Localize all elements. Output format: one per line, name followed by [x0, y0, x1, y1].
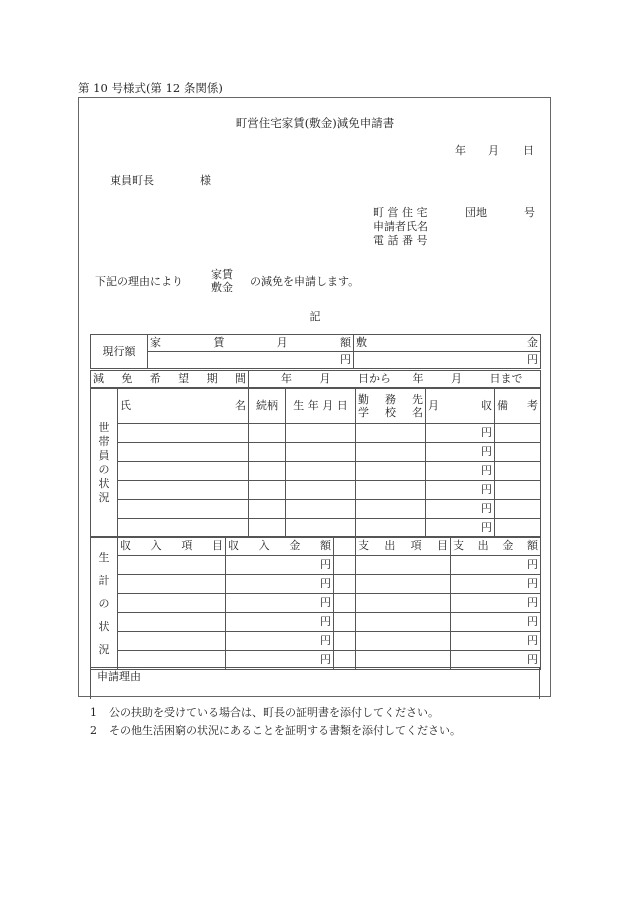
income-item-field[interactable]	[118, 575, 226, 594]
household-row	[91, 443, 541, 462]
member-birthdate-field[interactable]	[286, 481, 356, 500]
spacer-cell	[334, 613, 356, 632]
income-item-field[interactable]	[118, 556, 226, 575]
household-row	[91, 481, 541, 500]
expense-item-field[interactable]	[356, 575, 451, 594]
member-relation-field[interactable]	[249, 462, 286, 481]
income-amount-field[interactable]: 円	[226, 556, 334, 575]
spacer-cell	[334, 556, 356, 575]
member-birthdate-field[interactable]	[286, 462, 356, 481]
livelihood-row	[91, 594, 541, 613]
header-monthly-income: 月 収	[426, 389, 495, 424]
member-birthdate-field[interactable]	[286, 424, 356, 443]
deposit-amount-field[interactable]: 円	[354, 352, 541, 369]
current-amount-table	[90, 334, 541, 369]
request-prefix: 下記の理由により	[95, 275, 183, 288]
household-row	[91, 424, 541, 443]
phone-label: 電 話 番 号	[373, 234, 428, 247]
header-workplace: 勤 務 先 学 校 名	[356, 389, 426, 424]
spacer-cell	[334, 575, 356, 594]
income-item-field[interactable]	[118, 632, 226, 651]
member-income-field[interactable]: 円	[426, 424, 495, 443]
livelihood-row	[91, 632, 541, 651]
expense-amount-field[interactable]: 円	[451, 651, 541, 670]
livelihood-row	[91, 556, 541, 575]
member-workplace-field[interactable]	[356, 424, 426, 443]
date-month-label: 月	[488, 144, 499, 157]
member-remarks-field[interactable]	[495, 500, 541, 519]
housing-label: 町 営 住 宅	[373, 206, 428, 219]
income-item-field[interactable]	[118, 613, 226, 632]
reason-field[interactable]	[91, 668, 540, 699]
reason-label: 申請理由	[97, 670, 141, 683]
expense-item-field[interactable]	[356, 613, 451, 632]
livelihood-side-label: 生 計 の 状 況	[91, 537, 118, 670]
period-field[interactable]: 年 月 日から 年 月 日まで	[249, 371, 541, 388]
ki-label: 記	[309, 310, 321, 323]
member-income-field[interactable]: 円	[426, 462, 495, 481]
member-relation-field[interactable]	[249, 500, 286, 519]
income-item-field[interactable]	[118, 594, 226, 613]
household-side-label: 世 帯 員 の 状 況	[91, 389, 118, 538]
expense-amount-field[interactable]: 円	[451, 613, 541, 632]
addressee-name: 東員町長	[110, 174, 154, 187]
member-birthdate-field[interactable]	[286, 500, 356, 519]
date-year-label: 年	[455, 144, 466, 157]
member-workplace-field[interactable]	[356, 443, 426, 462]
member-workplace-field[interactable]	[356, 500, 426, 519]
income-amount-field[interactable]: 円	[226, 613, 334, 632]
expense-item-field[interactable]	[356, 556, 451, 575]
document-title: 町営住宅家賃(敷金)減免申請書	[235, 116, 395, 130]
income-amount-field[interactable]: 円	[226, 594, 334, 613]
period-label: 減 免 希 望 期 間	[91, 371, 249, 388]
danchi-label: 団地	[465, 206, 487, 219]
member-remarks-field[interactable]	[495, 481, 541, 500]
header-expense-amount: 支 出 金 額	[451, 537, 541, 556]
header-birthdate: 生 年 月 日	[286, 389, 356, 424]
member-name-field[interactable]	[118, 462, 249, 481]
income-amount-field[interactable]: 円	[226, 651, 334, 670]
member-relation-field[interactable]	[249, 481, 286, 500]
option-rent[interactable]: 家賃	[211, 268, 233, 281]
addressee-honorific: 様	[200, 174, 211, 187]
livelihood-row	[91, 575, 541, 594]
note-1: 1 公の扶助を受けている場合は、町長の証明書を添付してください。	[90, 706, 439, 719]
household-row	[91, 462, 541, 481]
header-income-item: 収 入 項 目	[118, 537, 226, 556]
room-number-label: 号	[524, 206, 535, 219]
member-relation-field[interactable]	[249, 443, 286, 462]
current-amount-label: 現行額	[91, 335, 148, 369]
member-birthdate-field[interactable]	[286, 443, 356, 462]
member-workplace-field[interactable]	[356, 519, 426, 538]
expense-item-field[interactable]	[356, 594, 451, 613]
header-relation: 続柄	[249, 389, 286, 424]
expense-amount-field[interactable]: 円	[451, 556, 541, 575]
option-deposit[interactable]: 敷金	[211, 281, 233, 294]
period-table	[90, 370, 541, 388]
member-remarks-field[interactable]	[495, 519, 541, 538]
header-remarks: 備 考	[495, 389, 541, 424]
livelihood-row	[91, 613, 541, 632]
note-2: 2 その他生活困窮の状況にあることを証明する書類を添付してください。	[90, 724, 461, 737]
member-name-field[interactable]	[118, 424, 249, 443]
applicant-name-label: 申請者氏名	[373, 220, 428, 233]
member-name-field[interactable]	[118, 443, 249, 462]
member-name-field[interactable]	[118, 481, 249, 500]
member-remarks-field[interactable]	[495, 443, 541, 462]
member-name-field[interactable]	[118, 519, 249, 538]
reason-table	[90, 667, 540, 699]
member-remarks-field[interactable]	[495, 424, 541, 443]
member-income-field[interactable]: 円	[426, 519, 495, 538]
date-day-label: 日	[523, 144, 534, 157]
rent-header: 家 賃 月 額	[148, 335, 354, 352]
member-remarks-field[interactable]	[495, 462, 541, 481]
household-row	[91, 500, 541, 519]
household-row	[91, 519, 541, 538]
request-suffix: の減免を申請します。	[250, 275, 360, 288]
spacer-cell	[334, 594, 356, 613]
expense-amount-field[interactable]: 円	[451, 632, 541, 651]
member-relation-field[interactable]	[249, 519, 286, 538]
livelihood-table	[90, 536, 541, 670]
expense-item-field[interactable]	[356, 632, 451, 651]
member-birthdate-field[interactable]	[286, 519, 356, 538]
expense-amount-field[interactable]: 円	[451, 575, 541, 594]
header-name: 氏 名	[118, 389, 249, 424]
member-income-field[interactable]: 円	[426, 481, 495, 500]
member-workplace-field[interactable]	[356, 481, 426, 500]
member-income-field[interactable]: 円	[426, 500, 495, 519]
income-amount-field[interactable]: 円	[226, 632, 334, 651]
spacer-cell	[334, 632, 356, 651]
member-workplace-field[interactable]	[356, 462, 426, 481]
expense-amount-field[interactable]: 円	[451, 594, 541, 613]
deposit-header: 敷 金	[354, 335, 541, 352]
spacer-cell	[334, 537, 356, 556]
form-number-label: 第 10 号様式(第 12 条関係)	[78, 81, 223, 95]
member-name-field[interactable]	[118, 500, 249, 519]
header-income-amount: 収 入 金 額	[226, 537, 334, 556]
rent-amount-field[interactable]: 円	[148, 352, 354, 369]
member-relation-field[interactable]	[249, 424, 286, 443]
member-income-field[interactable]: 円	[426, 443, 495, 462]
header-expense-item: 支 出 項 目	[356, 537, 451, 556]
income-amount-field[interactable]: 円	[226, 575, 334, 594]
household-table	[90, 388, 541, 538]
